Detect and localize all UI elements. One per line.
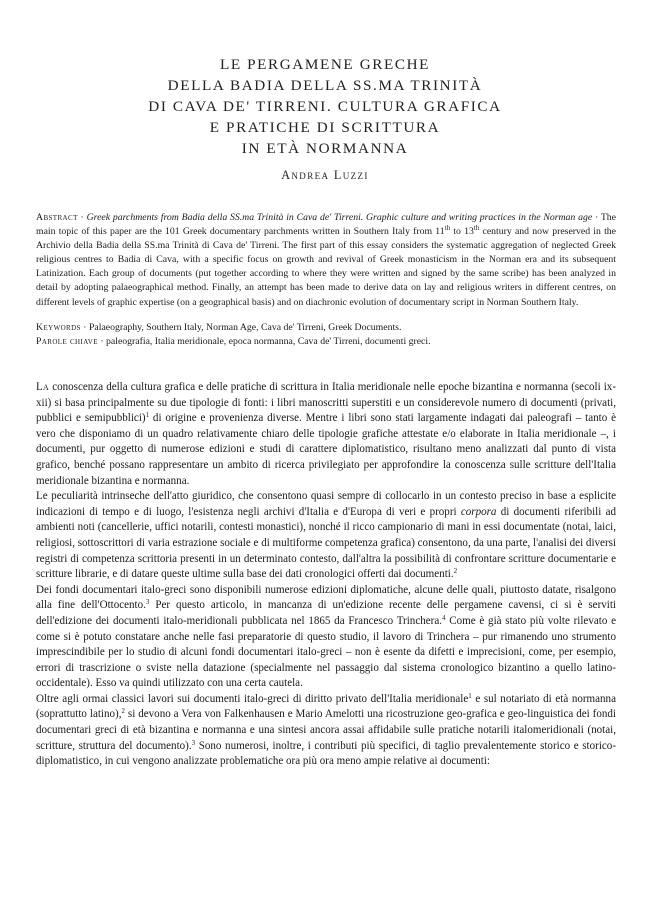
footnote-ref: 2: [121, 707, 125, 716]
paragraph-text: di origine e provenienza diverse. Mentre i libri sono stati largamente indagati dai paleografi – tanto è vero che disponiamo di un quadro relativamente chiaro delle tipologie grafiche attestate e/o elaborate in Italia meridionale –, i documenti, pur oggetto di numerose edizioni e studi di carattere diplomatistico, risultano meno analizzati dal punto di vista grafico, benché possano rappresentare un ambito di ricerca privilegiato per approfondire la conoscenza sulle scritture dell'Italia meridionale bizantina e normanna.: [36, 412, 616, 487]
paragraph-text: Dei fondi documentari italo-greci sono disponibili numerose edizioni diplomatiche, alcune delle quali, piuttosto datate, risalgono alla fine dell'Ottocento.: [36, 583, 616, 612]
footnote-ref: 1: [145, 411, 150, 420]
paragraph-text: e sul notariato di età normanna (soprattutto latino),: [36, 692, 616, 721]
parole-chiave: [36, 335, 616, 349]
superscript: th: [444, 224, 451, 233]
title-line: DELLA BADIA DELLA SS.MA TRINITÀ: [167, 77, 483, 94]
author-name: Andrea Luzzi: [281, 168, 369, 182]
paragraph-text: Le peculiarità intrinseche dell'atto giuridico, che consentono quasi sempre di collocarlo in un contesto preciso in base a esplicite indicazioni di tempo e di luogo, l'esistenza negli archivi d'Italia e d'Europa di veri e propri: [36, 490, 616, 518]
paragraph: [36, 489, 616, 583]
keywords: [36, 321, 616, 335]
body-text: [36, 380, 616, 770]
abstract-text: · The main topic of this paper are the 101 Greek documentary parchments written in Southern Italy from 11: [36, 212, 617, 238]
paragraph-text: di documenti riferibili ad ambienti noti (cancellerie, uffici notarili, contesti monastici), nonché il ricco campionario di mani in essi documentate (notai, laici, religiosi, sottoscrittori di varia estrazione sociale e di multiforme competenza grafica) consentono, da una parte, l'analisi dei diversi registri di competenza scrittoria presenti in un determinato contesto, dall'altra la possibilità di confrontare scritture documentarie e scritture librarie, e di datare queste ultime sulla base dei dati cronologici offerti dai documenti.: [36, 505, 616, 581]
paragraph: [36, 583, 616, 692]
paragraph-text: Oltre agli ormai classici lavori sui documenti italo-greci di diritto privato dell'Italia meridionale: [36, 692, 469, 705]
footnote-ref: 3: [145, 598, 150, 607]
parole-chiave-label: Parole chiave: [36, 336, 98, 347]
paragraph-text: conoscenza della cultura grafica e delle pratiche di scrittura in Italia meridionale nelle epoche bizantina e normanna (secoli ix-xii) si basa principalmente su due tipologie di fonti: i libri manoscritti superstiti e un considerevole numero di documenti (privati, pubblici e semipubblici): [36, 381, 616, 425]
title-line: DI CAVA DE' TIRRENI. CULTURA GRAFICA: [148, 98, 502, 115]
paragraph: [36, 692, 616, 770]
title-line: IN ETÀ NORMANNA: [241, 140, 409, 157]
paragraph-text: Come è già stato più volte rilevato e come si è potuto constatare anche nelle fasi preparatorie di questo studio, il lavoro di Trinchera – pur rimanendo uno strumento imprescindibile per lo studio di alcuni fondi documentari italo-greci – non è esente da difetti e imprecisioni, come, per esempio, errori di trascrizione o sviste nella datazione (specialmente nel passaggio dal sistema cronologico bizantino a quello latino-occidentale). Esso va quindi utilizzato con una certa cautela.: [36, 614, 616, 690]
title-line: LE PERGAMENE GRECHE: [219, 56, 431, 73]
abstract-separator: ·: [77, 212, 87, 223]
article-title: [0, 54, 650, 159]
keywords-text: · Palaeography, Southern Italy, Norman Age, Cava de' Tirreni, Greek Documents.: [80, 322, 402, 333]
parole-chiave-text: · paleografia, Italia meridionale, epoca normanna, Cava de' Tirreni, documenti greci.: [97, 336, 431, 347]
paragraph-text: Per questo articolo, in mancanza di un'edizione recente delle pergamene cavensi, ci si è serviti dell'edizione dei documenti italo-meridionali pubblicata nel 1865 da Francesco Trinchera.: [36, 599, 616, 627]
abstract-text: to 13: [450, 226, 474, 238]
footnote-ref: 3: [191, 738, 196, 747]
paragraph-text: si devono a Vera von Falkenhausen e Mario Amelotti una ricostruzione geo-grafica e geo-linguistica dei fondi documentari greci di età bizantina e normanna e una sintesi ancora assai affidabile sulle pratiche notarili italomeridionali (notai, scritture, struttura del documento).: [36, 708, 616, 752]
paragraph: [36, 380, 616, 489]
footnote-ref: 2: [453, 567, 458, 576]
superscript: th: [473, 224, 480, 233]
abstract-english-title: Greek parchments from Badia della SS.ma Trinità in Cava de' Tirreni. Graphic culture and writing practices in the Norman age: [86, 212, 593, 223]
italic-term: corpora: [460, 505, 497, 518]
keywords-label: Keywords: [36, 322, 81, 333]
abstract-label: Abstract: [36, 212, 78, 223]
title-line: E PRATICHE DI SCRITTURA: [209, 119, 441, 136]
lead-word: La: [36, 381, 50, 393]
footnote-ref: 1: [468, 691, 472, 700]
abstract: [36, 211, 616, 310]
abstract-text: century and now preserved in the Archivio della Badia della SS.ma Trinità di Cava de' Tirreni. The first part of this essay considers the systematic aggregation of neglected Greek religious centres to Badia di Cava, with a specific focus on growth and revival of Greek monasticism in the Norman era and its subsequent Latinization. Each group of documents (put together according to where they were written and signed by the same scribe) has been analyzed in detail by adopting palaeographical method. Finally, an attempt has been made to derive data on lay and religious writers in different centres, on different levels of graphic expertise (on a geographical basis) and on diachronic evolution of documentary script in Norman Southern Italy.: [36, 226, 616, 308]
footnote-ref: 4: [442, 613, 446, 622]
paragraph-text: Sono numerosi, inoltre, i contributi più specifici, di taglio prevalentemente storico e storico-diplomatistico, in cui vengono analizzate problematiche ora più ora meno ampie relative ai documenti:: [36, 739, 616, 768]
